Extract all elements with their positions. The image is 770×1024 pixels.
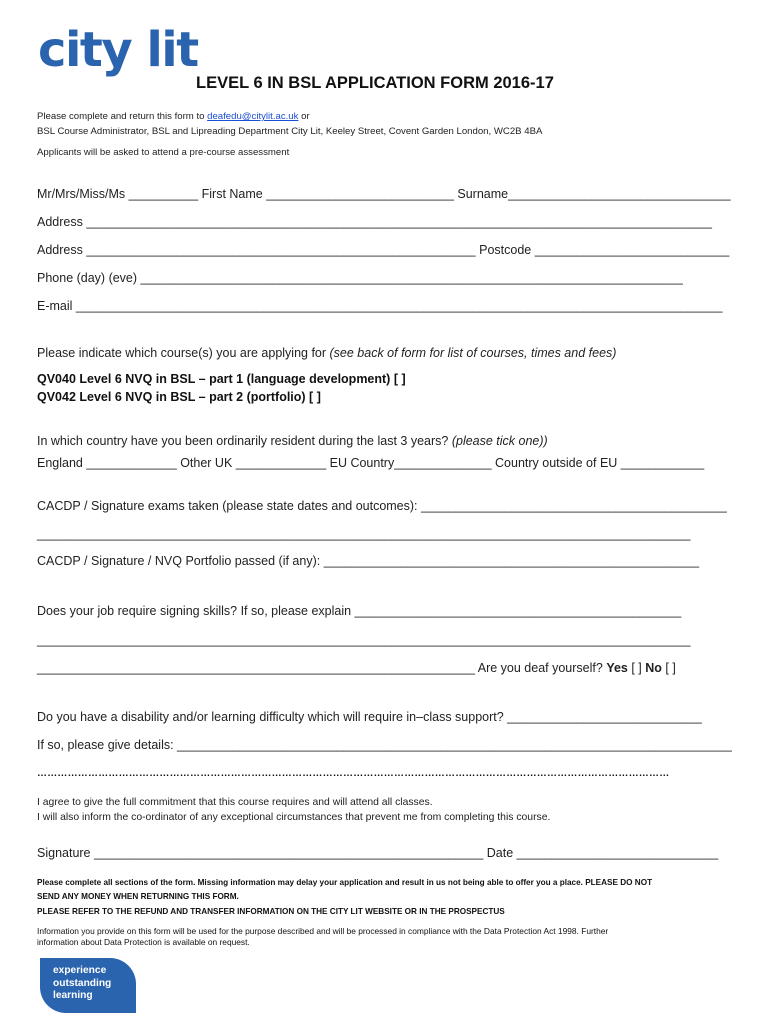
address2-postcode-field[interactable]: Address ________________________________________________________ Postcode ____________________________	[37, 243, 730, 257]
exams-taken-continuation[interactable]: ______________________________________________________________________________________________	[37, 527, 691, 541]
course-prompt-note: (see back of form for list of courses, times and fees)	[329, 346, 617, 360]
course-prompt	[37, 346, 616, 360]
disability-details-field[interactable]: If so, please give details: ________________________________________________________________________________	[37, 738, 732, 752]
city-lit-logo: city lit	[38, 22, 198, 78]
phone-field[interactable]: Phone (day) (eve) ______________________________________________________________________________	[37, 271, 683, 285]
experience-outstanding-learning-badge	[40, 958, 136, 1013]
intro-suffix: or	[298, 111, 310, 122]
portfolio-passed-field[interactable]: CACDP / Signature / NVQ Portfolio passed (if any): ______________________________________________________	[37, 554, 700, 568]
deaf-yes-checkbox[interactable]: [ ]	[627, 661, 646, 675]
warning-line-1: Please complete all sections of the form. Missing information may delay your application and result in us not being able to offer you a place. PLEASE DO NOT	[37, 878, 653, 887]
intro-prefix: Please complete and return this form to	[37, 111, 208, 122]
job-signing-last-line[interactable]: _______________________________________________________________ Are you deaf yourself?	[37, 661, 607, 675]
postal-address: BSL Course Administrator, BSL and Lipreading Department City Lit, Keeley Street, Covent Garden London, WC2B 4BA	[37, 126, 543, 137]
refund-notice: PLEASE REFER TO THE REFUND AND TRANSFER INFORMATION ON THE CITY LIT WEBSITE OR IN THE PROSPECTUS	[37, 907, 505, 916]
course-qv042-checkbox[interactable]: QV042 Level 6 NVQ in BSL – part 2 (portfolio) [ ]	[37, 390, 321, 404]
address1-field[interactable]: Address __________________________________________________________________________________________	[37, 215, 712, 229]
deaf-yes-label: Yes	[606, 661, 628, 675]
signature-date-field[interactable]: Signature ________________________________________________________ Date _____________________________	[37, 846, 719, 860]
agreement-line-1: I agree to give the full commitment that this course requires and will attend all classes.	[37, 797, 433, 808]
residency-prompt	[37, 434, 548, 448]
job-signing-continuation[interactable]: ______________________________________________________________________________________________	[37, 633, 691, 647]
exams-taken-field[interactable]: CACDP / Signature exams taken (please state dates and outcomes): ____________________________________________	[37, 499, 727, 513]
residency-prompt-note: (please tick one))	[451, 434, 548, 448]
job-signing-field[interactable]: Does your job require signing skills? If so, please explain _______________________________________________	[37, 604, 682, 618]
deaf-no-checkbox[interactable]: [ ]	[661, 661, 676, 675]
assessment-note: Applicants will be asked to attend a pre-course assessment	[37, 147, 290, 158]
form-title: LEVEL 6 IN BSL APPLICATION FORM 2016-17	[196, 74, 554, 92]
data-protection-line-1: Information you provide on this form will be used for the purpose described and will be processed in compliance with the Data Protection Act 1998. Further	[37, 926, 609, 936]
residency-prompt-text: In which country have you been ordinarily resident during the last 3 years?	[37, 434, 452, 448]
data-protection-line-2: information about Data Protection is available on request.	[37, 937, 250, 947]
intro-line	[37, 111, 310, 122]
badge-text: experience outstanding learning	[53, 965, 112, 1002]
email-link[interactable]: deafedu@citylit.ac.uk	[207, 111, 299, 122]
course-qv040-checkbox[interactable]: QV040 Level 6 NVQ in BSL – part 1 (language development) [ ]	[37, 372, 406, 386]
deaf-no-label: No	[645, 661, 662, 675]
course-prompt-text: Please indicate which course(s) you are applying for	[37, 346, 330, 360]
warning-line-2: SEND ANY MONEY WHEN RETURNING THIS FORM.	[37, 892, 239, 901]
agreement-line-2: I will also inform the co-ordinator of any exceptional circumstances that prevent me from completing this course.	[37, 812, 551, 823]
deaf-question-line	[37, 661, 676, 675]
dotted-divider: ……………………………………………………………………………………………………………………………………………………………………	[37, 770, 670, 778]
residency-options[interactable]: England _____________ Other UK _____________ EU Country______________ Country outside of EU ____________	[37, 456, 705, 470]
email-field[interactable]: E-mail _____________________________________________________________________________________________	[37, 299, 723, 313]
disability-support-field[interactable]: Do you have a disability and/or learning difficulty which will require in–class support? ____________________________	[37, 710, 702, 724]
name-fields-line[interactable]: Mr/Mrs/Miss/Ms __________ First Name ___________________________ Surname________________________________	[37, 187, 731, 201]
